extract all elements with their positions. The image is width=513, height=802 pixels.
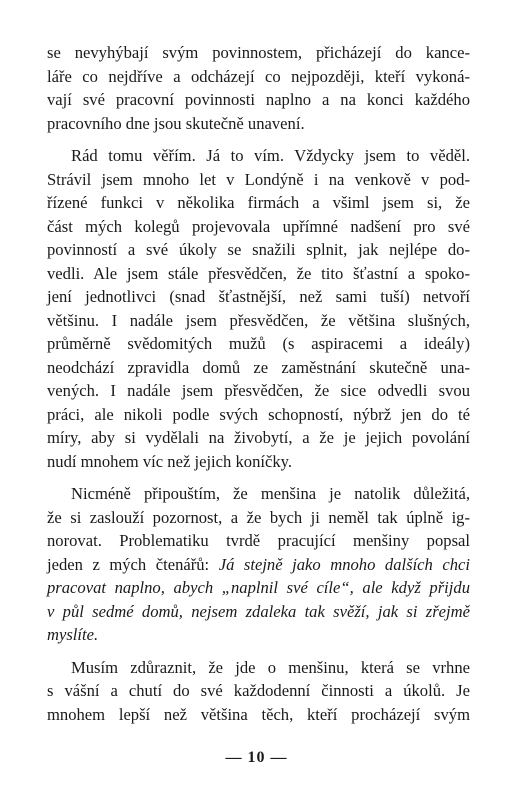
text-line: mnohem lepší než většina těch, kteří procházejí svým [47, 704, 470, 724]
body-text [47, 41, 470, 726]
text-line: nudí mnohem víc než jejich koníčky. [47, 451, 293, 471]
quotation-line: myslíte. [47, 625, 99, 644]
roman-text: jeden z mých čtenářů: [47, 554, 219, 574]
page-number: — 10 — [225, 749, 288, 766]
text-line: jení jednotlivci (snad šťastnější, než sami tuší) netvoří [47, 287, 470, 306]
text-line: vedli. Ale jsem stále přesvědčen, že tito šťastní a spoko- [47, 263, 470, 283]
text-line: se nevyhýbají svým povinnostem, přicházejí do kance- [47, 43, 470, 62]
text-line: průměrně svědomitých mužů (s aspiracemi a ideály) [47, 334, 470, 353]
quotation-line: pracovat naplno, abych „naplnil své cíle“, ale když přijdu [47, 578, 470, 597]
text-line: povinností a své úkoly se snažili splnit, jak nejlépe do- [47, 240, 470, 259]
paragraph-gap [47, 473, 470, 482]
paragraph [47, 656, 470, 727]
text-line: že si zaslouží pozornost, a že bych ji neměl tak úplně ig- [47, 507, 470, 527]
text-line: pracovního dne jsou skutečně unavení. [47, 113, 305, 133]
text-line: vají své pracovní povinnosti naplno a na konci každého [47, 90, 470, 109]
text-line: část mých kolegů projevovala upřímné nadšení pro své [47, 216, 470, 236]
paragraph [47, 482, 470, 647]
text-line: Rád tomu věřím. Já to vím. Vždycky jsem to věděl. [71, 146, 470, 165]
text-line: s vášní a chutí do své každodenní činnosti a úkolů. Je [47, 681, 470, 700]
paragraph-gap [47, 647, 470, 656]
quotation-line: v půl sedmé domů, nejsem zdaleka tak svěží, jak si zřejmě [47, 601, 470, 621]
paragraph [47, 144, 470, 473]
quotation-text: Já stejně jako mnoho dalších chci [218, 554, 470, 574]
text-line: Nicméně připouštím, že menšina je natolik důležitá, [71, 484, 470, 503]
text-line: Strávil jsem mnoho let v Londýně i na venkově v pod- [47, 169, 470, 189]
text-line: většinu. I nadále jsem přesvědčen, že většina slušných, [47, 310, 470, 330]
text-line: neodchází zpravidla domů ze zaměstnání skutečně una- [47, 357, 470, 377]
text-line: vených. I nadále jsem přesvědčen, že sice odvedli svou [47, 381, 470, 400]
text-line: řízené funkci v několika firmách a všiml jsem si, že [47, 193, 470, 212]
text-line: míry, aby si vydělali na živobytí, a že je jejich povolání [47, 428, 470, 447]
paragraph-gap [47, 135, 470, 144]
text-line: láře co nejdříve a odcházejí co nejpozději, kteří vykoná- [47, 66, 470, 86]
text-line-mixed [47, 553, 470, 577]
paragraph [47, 41, 470, 135]
text-line: práci, ale nikoli podle svých schopností, nýbrž jen do té [47, 404, 470, 424]
text-line: Musím zdůraznit, že jde o menšinu, která se vrhne [71, 657, 470, 677]
text-line: norovat. Problematiku tvrdě pracující menšiny popsal [47, 531, 470, 550]
